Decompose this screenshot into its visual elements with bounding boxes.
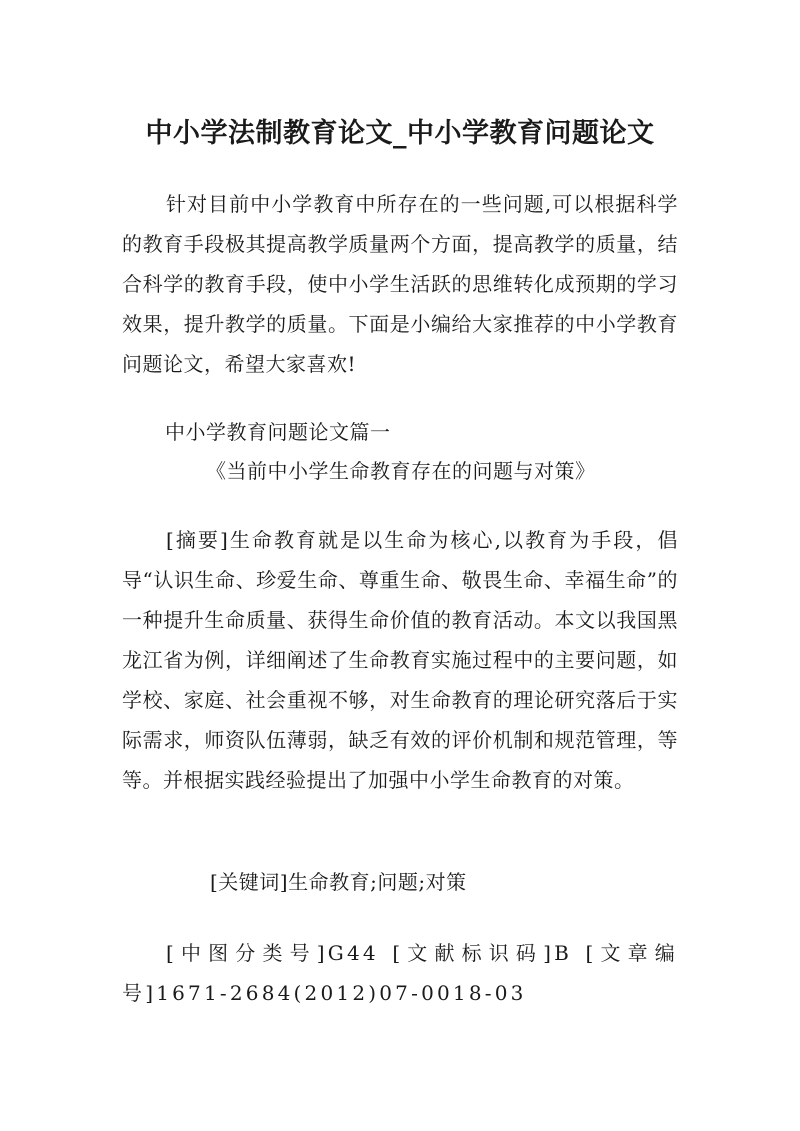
- section-heading: 中小学教育问题论文篇一: [165, 420, 391, 444]
- intro-paragraph: 针对目前中小学教育中所存在的一些问题,可以根据科学的教育手段极其提高教学质量两个方面，提高教学的质量，结合科学的教育手段，使中小学生活跃的思维转化成预期的学习效果，提升教学的质量。下面是小编给大家推荐的中小学教育问题论文，希望大家喜欢!: [122, 192, 678, 376]
- classification-line: [中图分类号]G44 [文献标识码]B [文章编号]1671-2684(2012)07-0018-03: [122, 941, 678, 1005]
- abstract-paragraph: [摘要]生命教育就是以生命为核心,以教育为手段，倡导“认识生命、珍爱生命、尊重生命、敬畏生命、幸福生命”的一种提升生命质量、获得生命价值的教育活动。本文以我国黑龙江省为例，详细阐述了生命教育实施过程中的主要问题，如学校、家庭、社会重视不够，对生命教育的理论研究落后于实际需求，师资队伍薄弱，缺乏有效的评价机制和规范管理，等等。并根据实践经验提出了加强中小学生命教育的对策。: [122, 528, 678, 792]
- document-title: 中小学法制教育论文_中小学教育问题论文: [145, 118, 655, 150]
- keywords-line: [关键词]生命教育;问题;对策: [210, 870, 467, 894]
- article-title: 《当前中小学生命教育存在的问题与对策》: [206, 459, 596, 483]
